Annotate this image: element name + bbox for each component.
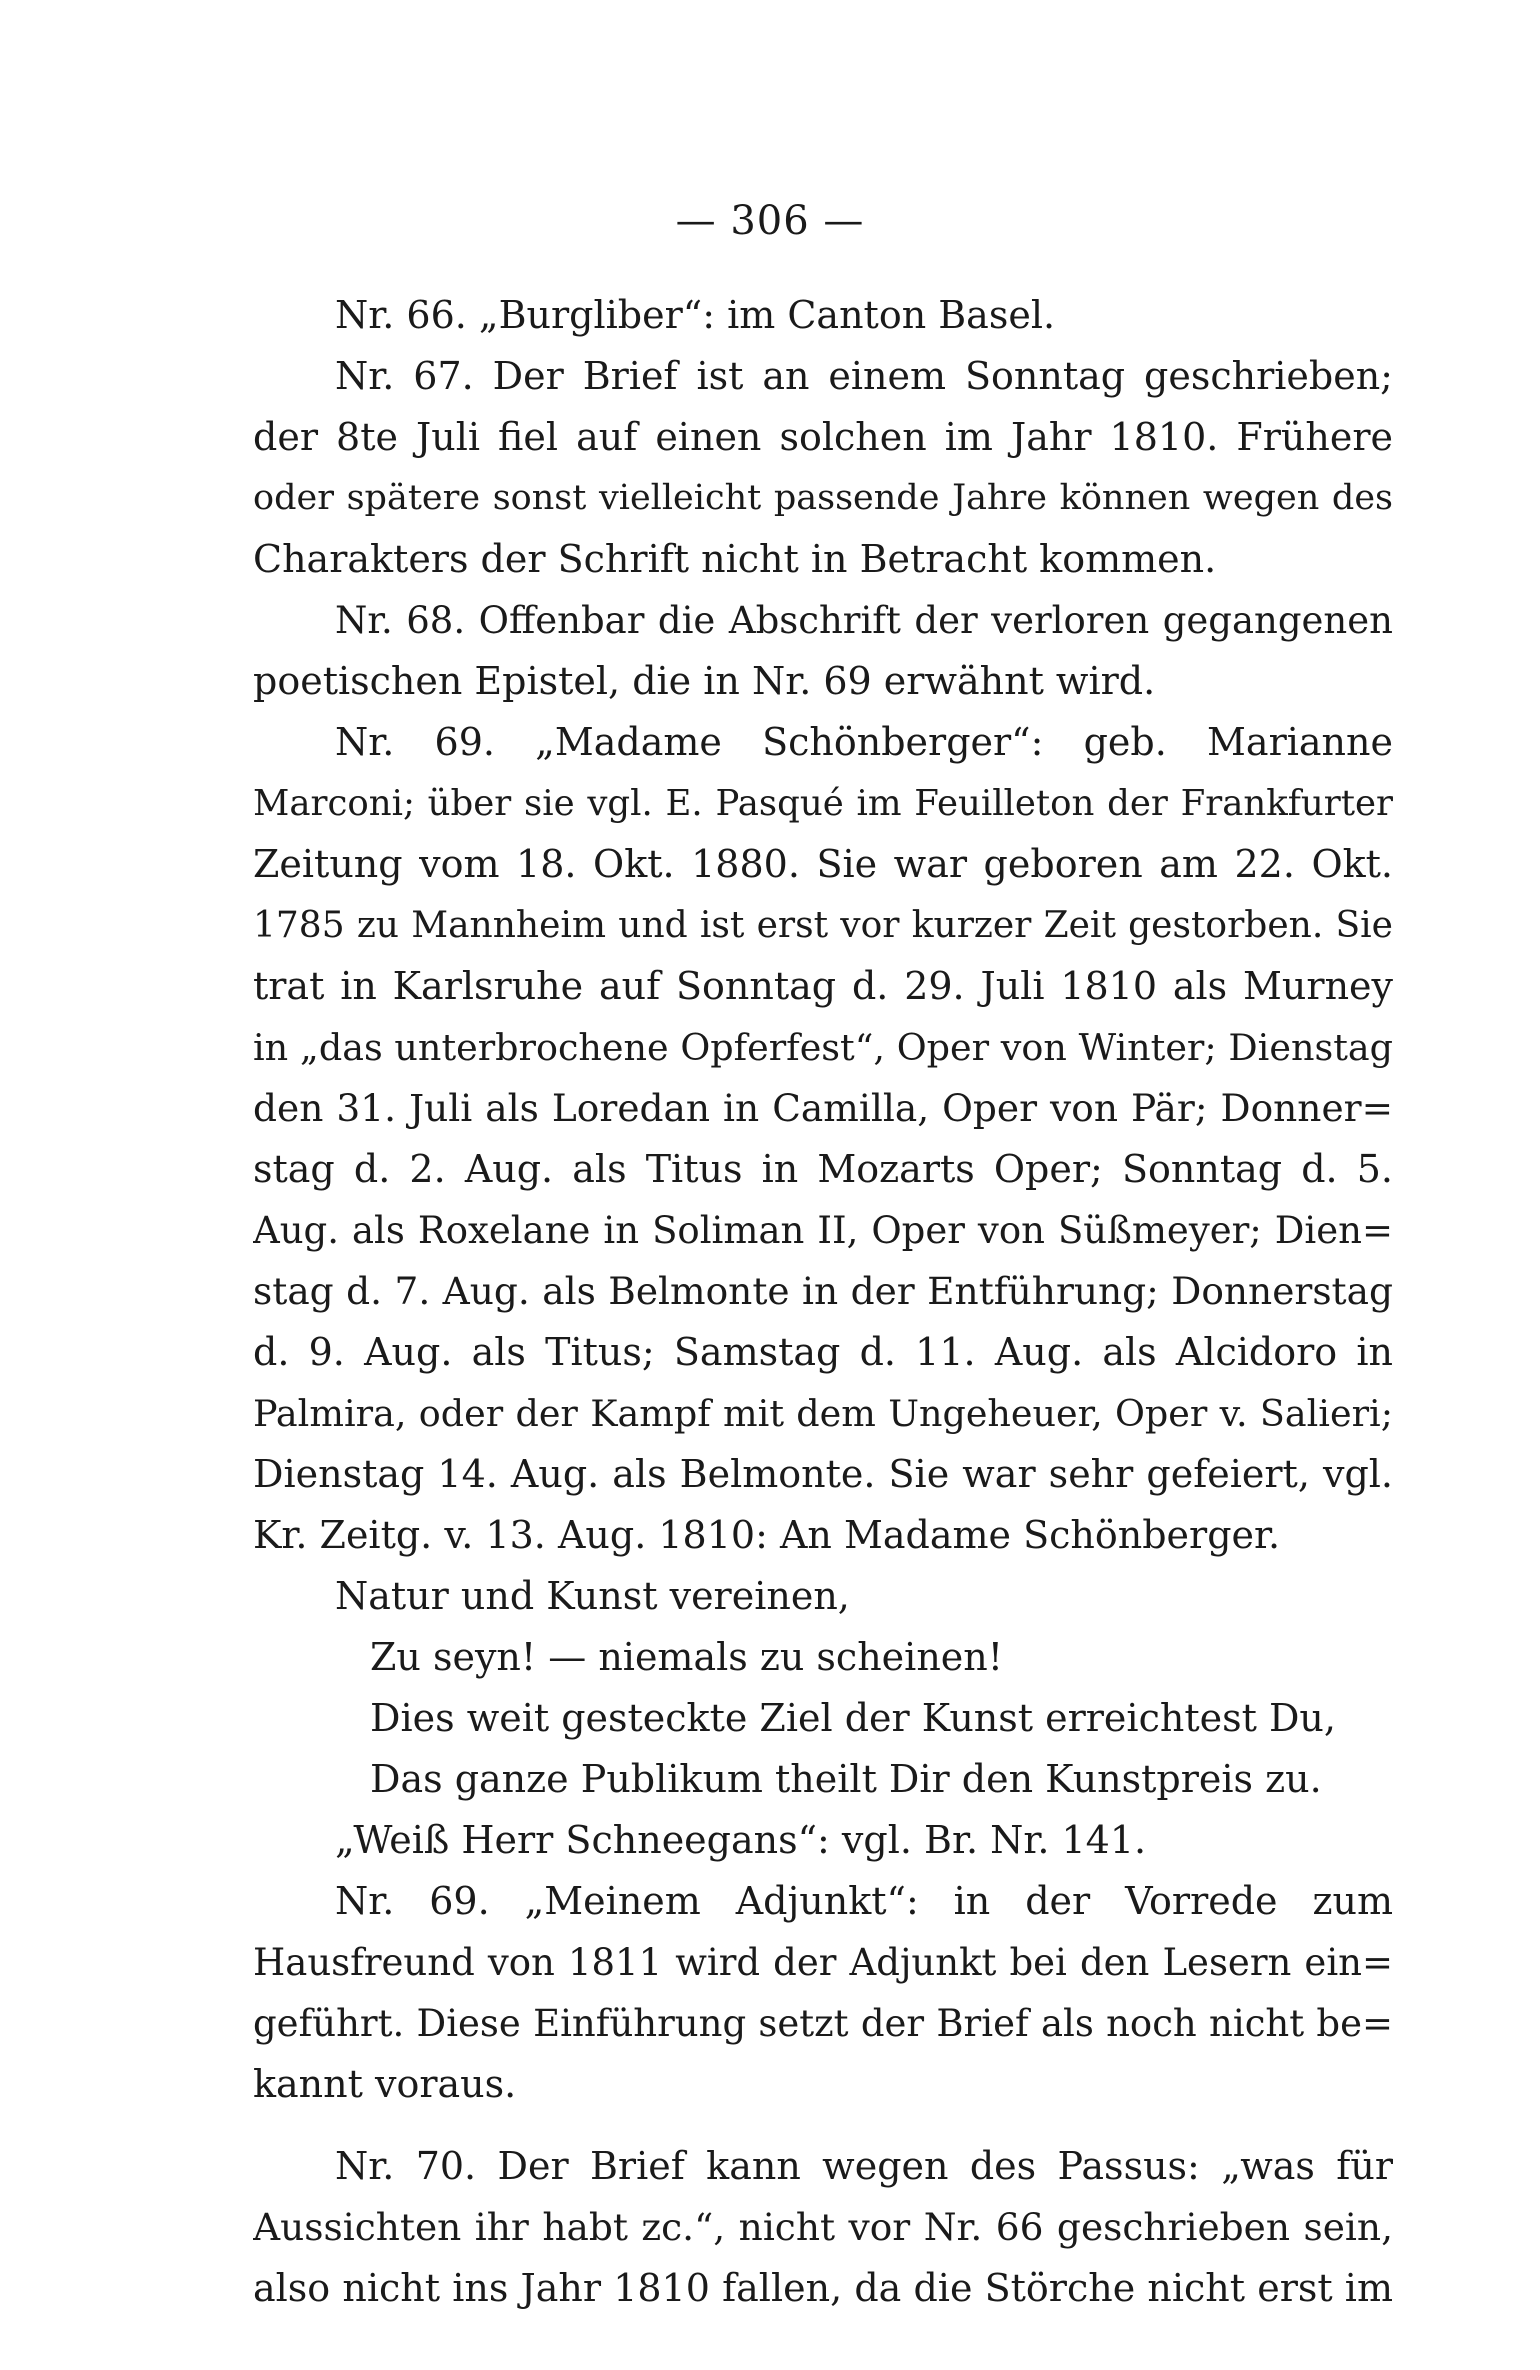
text-line-nr67-1: Nr. 67. Der Brief ist an einem Sonntag geschrieben;: [335, 354, 1393, 398]
body-text: [253, 285, 1393, 2319]
text-line-nr68-2: poetischen Epistel, die in Nr. 69 erwähnt wird.: [253, 659, 1156, 703]
text-line-nr69-2: Marconi; über sie vgl. E. Pasqué im Feuilleton der Frankfurter: [253, 783, 1393, 824]
text-line-nr68-1: Nr. 68. Offenbar die Abschrift der verloren gegangenen: [335, 599, 1393, 642]
text-line-nr69-12: Palmira, oder der Kampf mit dem Ungeheuer, Oper v. Salieri;: [253, 1392, 1393, 1435]
text-line-nr67-2: der 8te Juli fiel auf einen solchen im Jahr 1810. Frühere: [253, 415, 1393, 459]
text-line-nr69-10: stag d. 7. Aug. als Belmonte in der Entführung; Donnerstag: [253, 1269, 1393, 1313]
text-line-nr69-5: trat in Karlsruhe auf Sonntag d. 29. Juli 1810 als Murney: [253, 964, 1393, 1008]
text-line-nr69-13: Dienstag 14. Aug. als Belmonte. Sie war sehr gefeiert, vgl.: [253, 1452, 1393, 1496]
text-line-nr69b-2: Hausfreund von 1811 wird der Adjunkt bei den Lesern ein=: [253, 1941, 1393, 1984]
text-line-nr70-3: also nicht ins Jahr 1810 fallen, da die Störche nicht erst im: [253, 2266, 1393, 2310]
text-line-verse-3: Dies weit gesteckte Ziel der Kunst erreichtest Du,: [370, 1696, 1336, 1740]
text-line-nr69-3: Zeitung vom 18. Okt. 1880. Sie war geboren am 22. Okt.: [253, 842, 1393, 886]
text-line-nr66: Nr. 66. „Burgliber“: im Canton Basel.: [335, 293, 1056, 337]
text-line-nr69-11: d. 9. Aug. als Titus; Samstag d. 11. Aug. als Alcidoro in: [253, 1330, 1393, 1374]
text-line-nr69b-3: geführt. Diese Einführung setzt der Brief als noch nicht be=: [253, 2002, 1393, 2045]
text-line-nr69-7: den 31. Juli als Loredan in Camilla, Oper von Pär; Donner=: [253, 1086, 1393, 1130]
text-line-nr69-14: Kr. Zeitg. v. 13. Aug. 1810: An Madame Schönberger.: [253, 1513, 1281, 1557]
page-number: — 306 —: [675, 198, 865, 244]
text-line-nr69b-1: Nr. 69. „Meinem Adjunkt“: in der Vorrede zum: [335, 1879, 1393, 1923]
text-line-nr69-1: Nr. 69. „Madame Schönberger“: geb. Marianne: [335, 720, 1393, 764]
text-line-nr69-4: 1785 zu Mannheim und ist erst vor kurzer Zeit gestorben. Sie: [253, 905, 1393, 946]
text-line-nr69-9: Aug. als Roxelane in Soliman II, Oper von Süßmeyer; Dien=: [253, 1209, 1393, 1252]
text-line-nr69-6: in „das unterbrochene Opferfest“, Oper von Winter; Dienstag: [253, 1026, 1393, 1069]
text-line-nr69b-4: kannt voraus.: [253, 2062, 517, 2106]
text-line-verse-2: Zu seyn! — niemals zu scheinen!: [370, 1635, 1004, 1679]
text-line-verse-4: Das ganze Publikum theilt Dir den Kunstpreis zu.: [370, 1757, 1322, 1801]
text-line-nr67-4: Charakters der Schrift nicht in Betracht kommen.: [253, 537, 1217, 581]
text-line-verse-1: Natur und Kunst vereinen,: [335, 1574, 850, 1618]
text-line-nr70-2: Aussichten ihr habt zc.“, nicht vor Nr. 66 geschrieben sein,: [253, 2205, 1393, 2249]
text-line-nr69-8: stag d. 2. Aug. als Titus in Mozarts Oper; Sonntag d. 5.: [253, 1147, 1393, 1191]
text-line-weiss: „Weiß Herr Schneegans“: vgl. Br. Nr. 141.: [335, 1818, 1147, 1862]
text-line-nr67-3: oder spätere sonst vielleicht passende Jahre können wegen des: [253, 478, 1393, 518]
text-line-nr70-1: Nr. 70. Der Brief kann wegen des Passus: „was für: [335, 2144, 1393, 2188]
